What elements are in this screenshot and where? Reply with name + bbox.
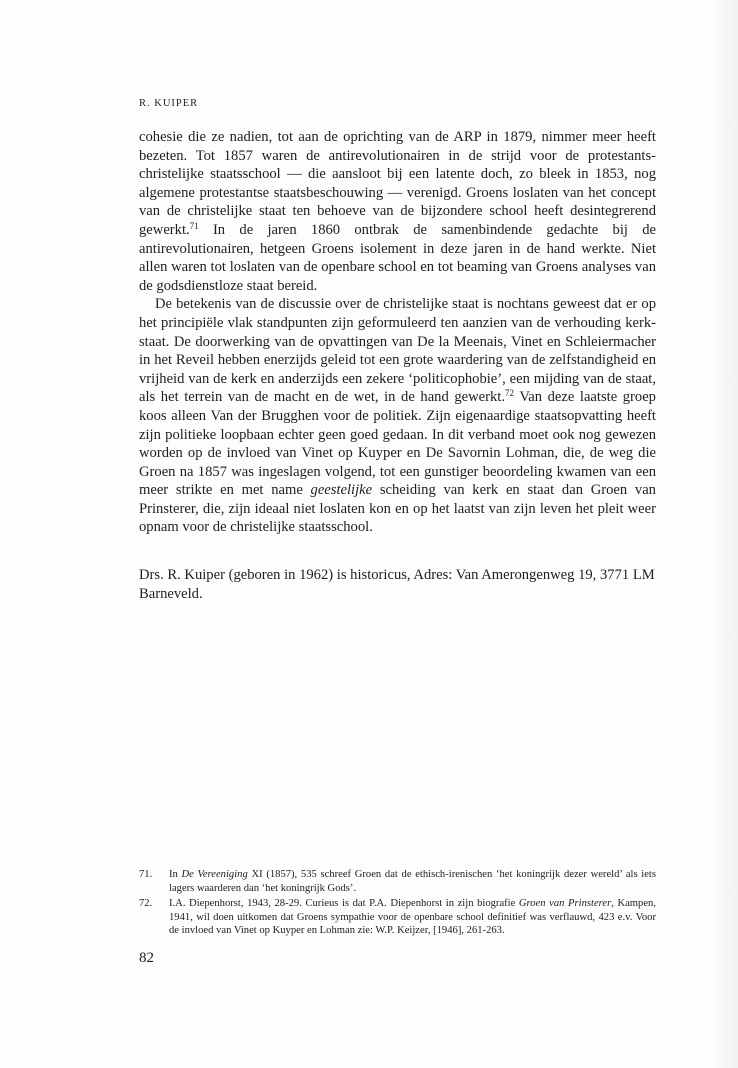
footnotes [139, 868, 656, 940]
footnote [139, 897, 656, 938]
footnote-ref[interactable]: 71 [189, 220, 199, 231]
footnote-text [169, 868, 656, 895]
footnote-emphasis: De Vereeniging [181, 869, 248, 880]
page-edge-shadow [708, 0, 738, 1068]
paragraph-text: In de jaren 1860 ontbrak de samenbindende gedachte bij de antirevolutionairen, hetgeen Groens isolement in deze jaren in de hand werkte. Niet allen waren tot loslaten van de openbare school en tot beaming van Groens analyses van de godsdienstloze staat bereid. [139, 221, 656, 294]
footnote-text [169, 897, 656, 938]
author-note: Drs. R. Kuiper (geboren in 1962) is historicus, Adres: Van Amerongenweg 19, 3771 LM Barneveld. [139, 567, 655, 602]
paragraph-text: scheiding van kerk en staat dan Groen van Prinsterer, die, zijn ideaal niet loslaten kon en op het laatst van zijn leven het pleit weer opnam voor de christelijke staatsschool. [139, 482, 656, 536]
body-text [139, 128, 656, 537]
footnote-text-part: XI (1857), 535 schreef Groen dat de ethisch-irenischen ‘het koningrijk dezer wereld’ als iets lagers waarderen dan ‘het koningrijk Gods’. [169, 869, 656, 894]
footnote-ref[interactable]: 72 [505, 388, 514, 399]
footnote-text-part: I.A. Diepenhorst, 1943, 28-29. Curieus is dat P.A. Diepenhorst in zijn biografie [169, 898, 519, 910]
paragraph-text: De betekenis van de discussie over de christelijke staat is nochtans geweest dat er op het principiële vlak standpunten zijn geformuleerd ten aanzien van de verhouding kerk-staat. De doorwerking van de opvattingen van De la Meenais, Vinet en Schleiermacher in het Reveil hebben enerzijds geleid tot een grote waardering van de zelfstandigheid en vrijheid van de kerk en anderzijds een zekere ‘politicophobie’, een mijding van de staat, als het terrein van de macht en de wet, in de hand gewerkt. [139, 296, 656, 406]
paragraph [139, 128, 656, 295]
paragraph-text: Van deze laatste groep koos alleen Van der Brugghen voor de politiek. Zijn eigenaardige staatsopvatting heeft zijn politieke loopbaan echter geen goed gedaan. In dit verband moet ook nog gewezen worden op de invloed van Vinet op Kuyper en De Savornin Lohman, die, de weg die Groen na 1857 was ingeslagen volgend, tot een gunstiger beoordeling kwamen van een meer strikte en met name [139, 389, 656, 499]
paragraph-text: cohesie die ze nadien, tot aan de oprichting van de ARP in 1879, nimmer meer heeft bezeten. Tot 1857 waren de antirevolutionairen in de strijd voor de protestants-christelijke staatsschool — die aansloot bij een latente doch, zo bleek in 1853, nog algemene protestantse staatsbeschouwing — verenigd. Groens loslaten van het concept van de christelijke staat ten behoeve van de bijzondere school heeft desintegrerend gewerkt. [139, 129, 656, 238]
footnote-text-part: , Kampen, 1941, wil doen uitkomen dat Groens sympathie voor de openbare school definitief was verflauwd, 423 e.v. Voor de invloed van Vinet op Kuyper en Lohman zie: W.P. Keijzer, [1946], 261-263. [169, 898, 656, 937]
footnote [139, 868, 656, 895]
emphasis: geestelijke [310, 482, 373, 499]
running-head: R. KUIPER [139, 98, 199, 109]
footnote-number: 71. [139, 869, 153, 880]
footnote-number: 72. [139, 898, 153, 910]
page-number: 82 [139, 950, 154, 966]
footnote-emphasis: Groen van Prinsterer [518, 898, 612, 910]
footnote-text-part: In [169, 869, 182, 880]
paragraph [139, 295, 656, 537]
